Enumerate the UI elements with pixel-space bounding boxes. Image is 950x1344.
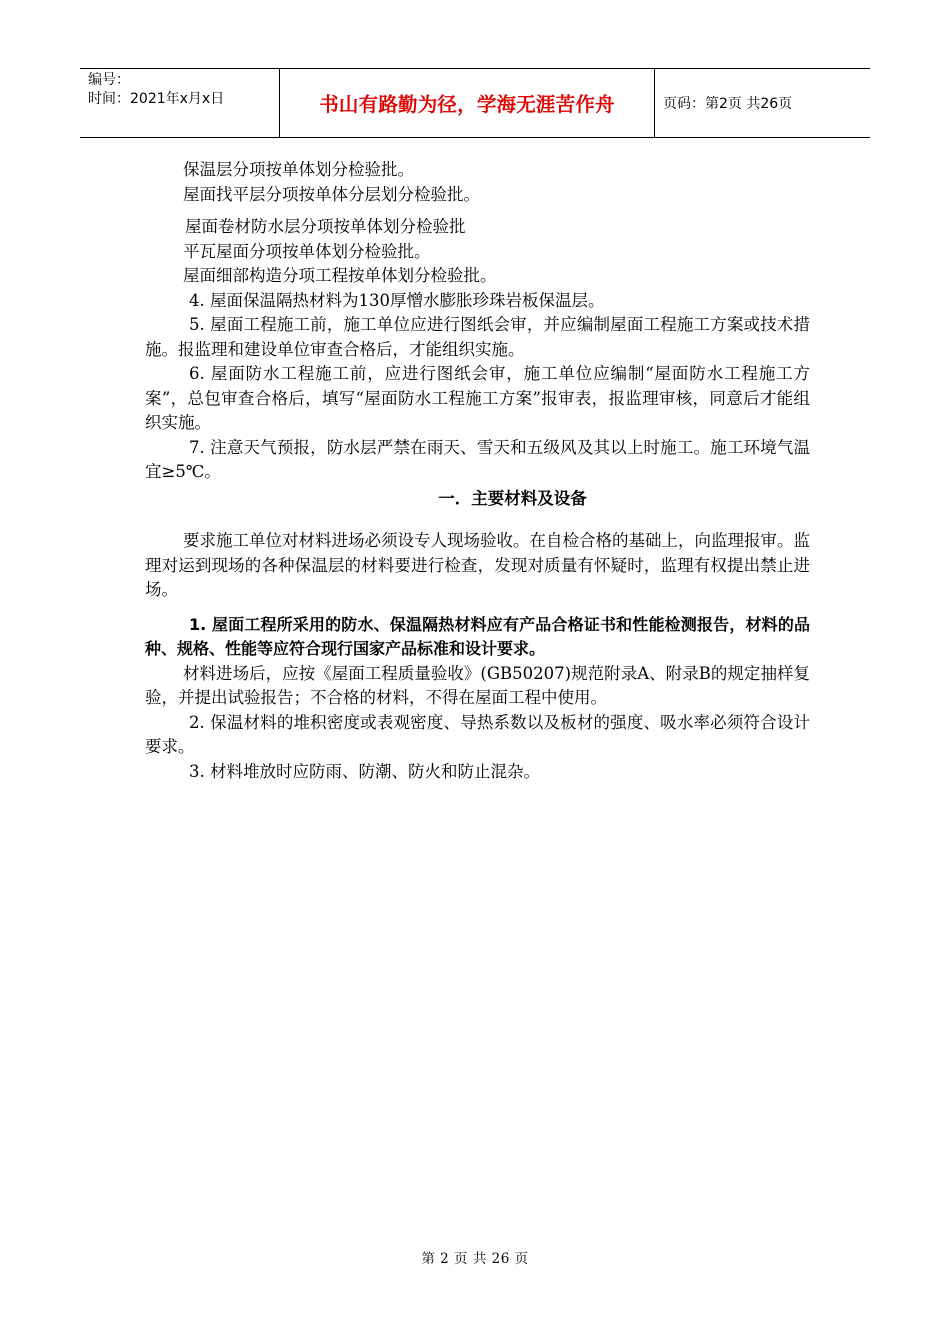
list-item: 3. 材料堆放时应防雨、防潮、防火和防止混杂。 xyxy=(189,761,540,781)
list-item: 4. 屋面保温隔热材料为130厚憎水膨胀珍珠岩板保温层。 xyxy=(189,290,605,310)
header-page-info: 页码：第2页 共26页 xyxy=(663,96,793,112)
list-item: 5. 屋面工程施工前，施工单位应进行图纸会审，并应编制屋面工程施工方案或技术措施。报监理和建设单位审查合格后，才能组织实施。 xyxy=(145,315,810,359)
paragraph: 材料进场后，应按《屋面工程质量验收》(GB50207)规范附录A、附录B的规定抽样复验，并提出试验报告；不合格的材料，不得在屋面工程中使用。 xyxy=(145,663,810,707)
list-item: 7. 注意天气预报，防水层严禁在雨天、雪天和五级风及其以上时施工。施工环境气温宜≥5℃。 xyxy=(145,437,810,481)
list-item: 6. 屋面防水工程施工前，应进行图纸会审，施工单位应编制“屋面防水工程施工方案”，总包审查合格后，填写“屋面防水工程施工方案”报审表，报监理审核，同意后才能组织实施。 xyxy=(145,364,810,432)
page-header xyxy=(80,68,870,138)
page-footer: 第 2 页 共 26 页 xyxy=(421,1251,529,1267)
list-item-bold: 1. 屋面工程所采用的防水、保温隔热材料应有产品合格证书和性能检测报告，材料的品种、规格、性能等应符合现行国家产品标准和设计要求。 xyxy=(145,614,810,658)
header-motto-cell xyxy=(280,69,655,137)
document-body xyxy=(145,158,810,784)
document-date-label: 时间：2021年x月x日 xyxy=(88,91,225,107)
header-page-info-cell xyxy=(655,69,870,137)
paragraph: 平瓦屋面分项按单体划分检验批。 xyxy=(183,241,431,261)
paragraph: 屋面找平层分项按单体分层划分检验批。 xyxy=(183,184,480,204)
header-motto: 书山有路勤为径，学海无涯苦作舟 xyxy=(319,93,615,116)
paragraph: 保温层分项按单体划分检验批。 xyxy=(183,160,414,179)
paragraph: 屋面卷材防水层分项按单体划分检验批 xyxy=(185,217,466,236)
paragraph: 要求施工单位对材料进场必须设专人现场验收。在自检合格的基础上，向监理报审。监理对运到现场的各种保温层的材料要进行检查，发现对质量有怀疑时，监理有权提出禁止进场。 xyxy=(145,531,810,599)
header-meta xyxy=(80,69,280,137)
list-item: 2. 保温材料的堆积密度或表观密度、导热系数以及板材的强度、吸水率必须符合设计要求。 xyxy=(145,712,810,756)
document-number-label: 编号： xyxy=(88,72,130,88)
section-heading: 一．主要材料及设备 xyxy=(438,488,587,508)
paragraph: 屋面细部构造分项工程按单体划分检验批。 xyxy=(183,266,497,285)
